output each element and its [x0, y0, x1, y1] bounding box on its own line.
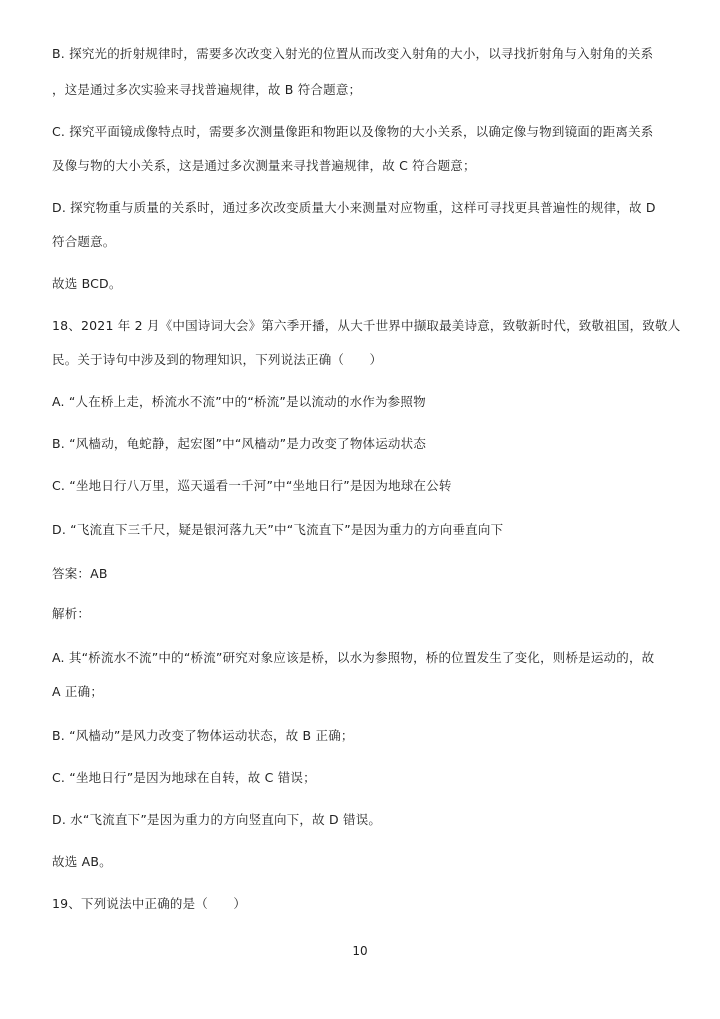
text-line: A. “人在桥上走，桥流水不流”中的“桥流”是以流动的水作为参照物 — [52, 394, 426, 409]
text-line: 答案：AB — [52, 566, 108, 581]
text-line: B. “风樯动，龟蛇静，起宏图”中“风樯动”是力改变了物体运动状态 — [52, 436, 427, 451]
text-line: D. “飞流直下三千尺，疑是银河落九天”中“飞流直下”是因为重力的方向垂直向下 — [52, 522, 504, 537]
text-line: C. “坐地日行八万里，巡天遥看一千河”中“坐地日行”是因为地球在公转 — [52, 478, 452, 493]
text-line: C. 探究平面镜成像特点时，需要多次测量像距和物距以及像物的大小关系，以确定像与物到镜面的距离关系 — [52, 124, 654, 139]
text-line: 及像与物的大小关系，这是通过多次测量来寻找普遍规律，故 C 符合题意； — [52, 158, 476, 173]
text-line: ，这是通过多次实验来寻找普遍规律，故 B 符合题意； — [52, 82, 362, 97]
text-line: C. “坐地日行”是因为地球在自转，故 C 错误； — [52, 770, 316, 785]
text-line: B. “风樯动”是风力改变了物体运动状态，故 B 正确； — [52, 728, 354, 743]
page-number: 10 — [352, 944, 368, 958]
text-line: 18、2021 年 2 月《中国诗词大会》第六季开播，从大千世界中撷取最美诗意，致敬新时代，致敬祖国，致敬人 — [52, 318, 681, 333]
text-line: D. 水“飞流直下”是因为重力的方向竖直向下，故 D 错误。 — [52, 812, 382, 827]
text-line: 民。关于诗句中涉及到的物理知识，下列说法正确（ ） — [52, 352, 383, 367]
text-line: 符合题意。 — [52, 234, 116, 249]
text-line: D. 探究物重与质量的关系时，通过多次改变质量大小来测量对应物重，这样可寻找更具普遍性的规律，故 D — [52, 200, 656, 215]
text-line: 解析： — [52, 606, 91, 621]
text-line: A 正确； — [52, 684, 104, 699]
text-line: 故选 AB。 — [52, 854, 112, 869]
text-line: 故选 BCD。 — [52, 276, 122, 291]
text-line: B. 探究光的折射规律时，需要多次改变入射光的位置从而改变入射角的大小，以寻找折射角与入射角的关系 — [52, 46, 654, 61]
text-line: 19、下列说法中正确的是（ ） — [52, 896, 247, 911]
text-line: A. 其“桥流水不流”中的“桥流”研究对象应该是桥，以水为参照物，桥的位置发生了变化，则桥是运动的，故 — [52, 650, 655, 665]
